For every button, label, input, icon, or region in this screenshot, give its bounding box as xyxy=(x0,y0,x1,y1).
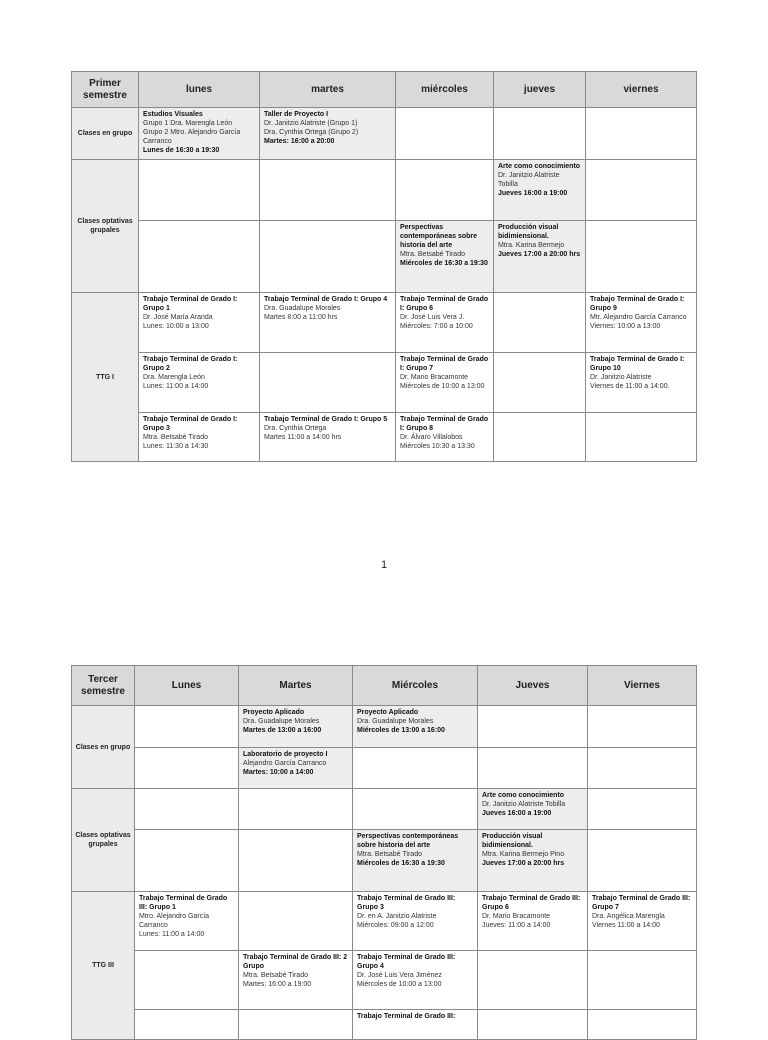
class-detail-line: Miércoles de 10:00 a 13:00 xyxy=(357,981,442,988)
class-title-line: Trabajo Terminal de Grado I: Grupo 1 xyxy=(143,296,238,312)
class-detail-line: Dr. en A. Janitzio Alatriste xyxy=(357,913,437,920)
class-detail-line: Dr. Mario Bracamonte xyxy=(482,913,551,920)
class-title-line: Trabajo Terminal de Grado III: xyxy=(482,895,581,902)
class-cell xyxy=(139,108,260,160)
class-cell xyxy=(588,892,697,951)
class-detail-line: Mtra. Betsabé Tirado xyxy=(143,434,208,441)
class-detail-line: Grupo 1 Dra. Marengla León xyxy=(143,120,233,127)
class-title-line: Trabajo Terminal de Grado I: Grupo 2 xyxy=(143,356,238,372)
class-title-line: Trabajo Terminal de Grado I: Grupo 6 xyxy=(400,296,489,312)
empty-cell xyxy=(135,1010,239,1040)
class-detail-line: Dra. Guadalupe Morales xyxy=(357,718,434,725)
section-clases-en-grupo: Clases en grupo xyxy=(72,706,135,789)
empty-cell xyxy=(494,353,586,413)
class-cell xyxy=(586,353,697,413)
class-detail-line: Dra. Marengla León xyxy=(143,374,205,381)
empty-cell xyxy=(586,160,697,221)
header-day-tuesday: Martes xyxy=(239,666,353,706)
class-detail-line: Miércoles: 09:00 a 12:00 xyxy=(357,922,434,929)
empty-cell xyxy=(139,221,260,293)
class-title-line: Martes: 16:00 a 20:00 xyxy=(264,138,335,145)
class-cell xyxy=(478,830,588,892)
class-cell xyxy=(239,748,353,789)
class-title-line: Trabajo Terminal de Grado III: Grupo 1 xyxy=(139,895,228,911)
class-cell xyxy=(396,221,494,293)
class-title-line: Jueves 17:00 a 20:00 hrs xyxy=(498,251,581,258)
class-detail-line: Mtra. Betsabé Tirado xyxy=(243,972,308,979)
class-title-line: Trabajo Terminal de Grado III: xyxy=(357,1013,456,1020)
empty-cell xyxy=(586,221,697,293)
class-detail-line: Viernes de 11:00 a 14:00. xyxy=(590,383,670,390)
class-detail-line: Dr. Álvaro Villalobos xyxy=(400,434,463,441)
empty-cell xyxy=(239,1010,353,1040)
class-detail-line: Miércoles de 10:00 a 13:00 xyxy=(400,383,485,390)
class-detail-line: Viernes 11:00 a 14:00 xyxy=(592,922,660,929)
class-detail-line: Martes 8:00 a 11:00 hrs xyxy=(264,314,338,321)
class-detail-line: Lunes: 11:00 a 14:00 xyxy=(139,931,205,938)
class-title-line: Arte como conocimiento xyxy=(482,792,565,799)
class-detail-line: Mtr. Alejandro García Carranco xyxy=(590,314,687,321)
class-title-line: Jueves 16:00 a 19:00 xyxy=(498,190,568,197)
section-clases-optativas: Clases optativas grupales xyxy=(72,789,135,892)
class-cell xyxy=(139,293,260,353)
class-title-line: Trabajo Terminal de Grado III: Grupo 7 xyxy=(592,895,691,911)
section-clases-optativas: Clases optativas grupales xyxy=(72,160,139,293)
empty-cell xyxy=(478,1010,588,1040)
class-title-line: Proyecto Aplicado xyxy=(357,709,419,716)
class-detail-line: Lunes: 10:00 a 13:00 xyxy=(143,323,209,330)
class-detail-line: Dr. Janitzio Alatriste (Grupo 1) xyxy=(264,120,358,127)
empty-cell xyxy=(588,706,697,748)
class-cell xyxy=(494,221,586,293)
class-detail-line: Dr. Janitzio Alatriste Tobilla xyxy=(482,801,566,808)
empty-cell xyxy=(586,413,697,462)
class-title-line: Miércoles de 13:00 a 16:00 xyxy=(357,727,445,734)
section-ttg-iii: TTG III xyxy=(72,892,135,1040)
class-detail-line: Mtro. Alejandro García Carranco xyxy=(139,913,210,929)
empty-cell xyxy=(478,748,588,789)
schedule-table-tercer-semestre xyxy=(71,665,697,1040)
empty-cell xyxy=(588,748,697,789)
class-title-line: Trabajo Terminal de Grado I: Grupo 8 xyxy=(400,416,489,432)
empty-cell xyxy=(478,951,588,1010)
class-cell xyxy=(353,830,478,892)
class-detail-line: Martes 11:00 a 14:00 hrs xyxy=(264,434,342,441)
class-cell xyxy=(135,892,239,951)
class-title-line: Taller de Proyecto I xyxy=(264,111,329,118)
empty-cell xyxy=(588,951,697,1010)
header-day-tuesday: martes xyxy=(260,72,396,108)
empty-cell xyxy=(396,108,494,160)
header-day-wednesday: miércoles xyxy=(396,72,494,108)
class-cell xyxy=(139,353,260,413)
class-detail-line: Dr. José María Aranda xyxy=(143,314,213,321)
class-title-line: Trabajo Terminal de Grado III: Grupo 3 xyxy=(357,895,456,911)
empty-cell xyxy=(135,951,239,1010)
class-title-line: Trabajo Terminal de Grado I: Grupo 5 xyxy=(264,416,388,423)
class-title-line: Grupo xyxy=(243,963,264,970)
class-detail-line: Dr. Mario Bracamonte xyxy=(400,374,469,381)
section-ttg-i: TTG I xyxy=(72,293,139,462)
class-cell xyxy=(478,892,588,951)
class-title-line: Trabajo Terminal de Grado I: Grupo 10 xyxy=(590,356,685,372)
class-cell xyxy=(478,789,588,830)
class-title-line: Miércoles de 16:30 a 19:30 xyxy=(357,860,445,867)
header-day-monday: Lunes xyxy=(135,666,239,706)
class-cell xyxy=(353,951,478,1010)
header-semester: Primer semestre xyxy=(72,72,139,108)
header-day-friday: Viernes xyxy=(588,666,697,706)
class-cell xyxy=(260,108,396,160)
empty-cell xyxy=(588,1010,697,1040)
class-cell xyxy=(353,892,478,951)
class-detail-line: Dra. Guadalupe Morales xyxy=(243,718,320,725)
class-cell xyxy=(260,293,396,353)
class-detail-line: Mtra. Betsabé Tirado xyxy=(357,851,422,858)
empty-cell xyxy=(135,748,239,789)
class-title-line: Grupo 6 xyxy=(482,904,509,911)
class-detail-line: Mtra. Karina Bermejo Pino xyxy=(482,851,565,858)
class-title-line: Martes: 10:00 a 14:00 xyxy=(243,769,314,776)
empty-cell xyxy=(588,830,697,892)
class-cell xyxy=(586,293,697,353)
empty-cell xyxy=(239,830,353,892)
class-title-line: Martes de 13:00 a 16:00 xyxy=(243,727,322,734)
class-title-line: Trabajo Terminal de Grado I: Grupo 9 xyxy=(590,296,685,312)
class-title-line: Miércoles de 16:30 a 19:30 xyxy=(400,260,488,267)
empty-cell xyxy=(353,789,478,830)
class-cell xyxy=(494,160,586,221)
header-day-thursday: Jueves xyxy=(478,666,588,706)
class-detail-line: Miércoles: 7:00 a 10:00 xyxy=(400,323,473,330)
class-detail-line: Dr. Janitzio Alatriste xyxy=(590,374,652,381)
empty-cell xyxy=(260,353,396,413)
empty-cell xyxy=(588,789,697,830)
header-day-monday: lunes xyxy=(139,72,260,108)
class-title-line: Producción visual bidimiensional. xyxy=(498,224,559,240)
class-detail-line: Dra. Cynthia Ortega (Grupo 2) xyxy=(264,129,359,136)
class-cell xyxy=(239,951,353,1010)
class-title-line: Perspectivas contemporáneas sobre historia del arte xyxy=(400,224,478,249)
empty-cell xyxy=(494,293,586,353)
class-title-line: Laboratorio de proyecto I xyxy=(243,751,328,758)
empty-cell xyxy=(353,748,478,789)
empty-cell xyxy=(239,892,353,951)
class-detail-line: Martes: 16:00 a 19:00 xyxy=(243,981,312,988)
empty-cell xyxy=(139,160,260,221)
class-cell xyxy=(139,413,260,462)
empty-cell xyxy=(586,108,697,160)
class-detail-line: Dra. Angélica Marengla xyxy=(592,913,665,920)
class-title-line: Perspectivas contemporáneas sobre historia del arte xyxy=(357,833,459,849)
empty-cell xyxy=(478,706,588,748)
class-title-line: Trabajo Terminal de Grado III: 2 xyxy=(243,954,348,961)
class-cell xyxy=(396,353,494,413)
class-detail-line: Mtra. Karina Bermejo xyxy=(498,242,565,249)
class-detail-line: Jueves: 11:00 a 14:00 xyxy=(482,922,551,929)
class-cell xyxy=(353,706,478,748)
class-detail-line: Dr. José Luis Vera Jiménez xyxy=(357,972,442,979)
class-title-line: Trabajo Terminal de Grado III: Grupo 4 xyxy=(357,954,456,970)
header-day-wednesday: Miércoles xyxy=(353,666,478,706)
class-detail-line: Dra. Cynthia Ortega xyxy=(264,425,327,432)
schedule-table-primer-semestre xyxy=(71,71,697,462)
class-title-line: Trabajo Terminal de Grado I: Grupo 3 xyxy=(143,416,238,432)
page-number: 1 xyxy=(380,559,388,571)
class-detail-line: Dra. Guadalupe Morales xyxy=(264,305,341,312)
empty-cell xyxy=(396,160,494,221)
class-detail-line: Dr. José Luis Vera J. xyxy=(400,314,465,321)
class-detail-line: Lunes: 11:30 a 14:30 xyxy=(143,443,209,450)
class-title-line: Lunes de 16:30 a 19:30 xyxy=(143,147,220,154)
class-detail-line: Lunes: 11:00 a 14:00 xyxy=(143,383,209,390)
empty-cell xyxy=(494,413,586,462)
class-title-line: Proyecto Aplicado xyxy=(243,709,305,716)
empty-cell xyxy=(260,221,396,293)
class-title-line: Trabajo Terminal de Grado I: Grupo 7 xyxy=(400,356,489,372)
class-title-line: Arte como conocimiento xyxy=(498,163,581,170)
header-semester: Tercer semestre xyxy=(72,666,135,706)
class-title-line: Jueves 17:00 a 20:00 hrs xyxy=(482,860,565,867)
empty-cell xyxy=(135,830,239,892)
class-title-line: Jueves 16:00 a 19:00 xyxy=(482,810,552,817)
class-title-line: Trabajo Terminal de Grado I: Grupo 4 xyxy=(264,296,388,303)
header-day-thursday: jueves xyxy=(494,72,586,108)
class-detail-line: Viernes: 10:00 a 13:00 xyxy=(590,323,661,330)
class-detail-line: Grupo 2 Mtro. Alejandro García Carranco xyxy=(143,129,241,145)
empty-cell xyxy=(135,706,239,748)
class-detail-line: Dr. Janitzio Alatriste Tobilla xyxy=(498,172,560,188)
empty-cell xyxy=(260,160,396,221)
class-cell xyxy=(396,413,494,462)
class-detail-line: Alejandro García Carranco xyxy=(243,760,327,767)
class-cell xyxy=(239,706,353,748)
empty-cell xyxy=(135,789,239,830)
class-detail-line: Mtra. Betsabé Tirado xyxy=(400,251,465,258)
class-detail-line: Miércoles 10:30 a 13:30 xyxy=(400,443,475,450)
class-cell xyxy=(260,413,396,462)
class-title-line: Estudios Visuales xyxy=(143,111,203,118)
class-title-line: Producción visual bidimiensional. xyxy=(482,833,543,849)
section-clases-en-grupo: Clases en grupo xyxy=(72,108,139,160)
empty-cell xyxy=(494,108,586,160)
header-day-friday: viernes xyxy=(586,72,697,108)
empty-cell xyxy=(239,789,353,830)
class-cell xyxy=(396,293,494,353)
class-cell xyxy=(353,1010,478,1040)
